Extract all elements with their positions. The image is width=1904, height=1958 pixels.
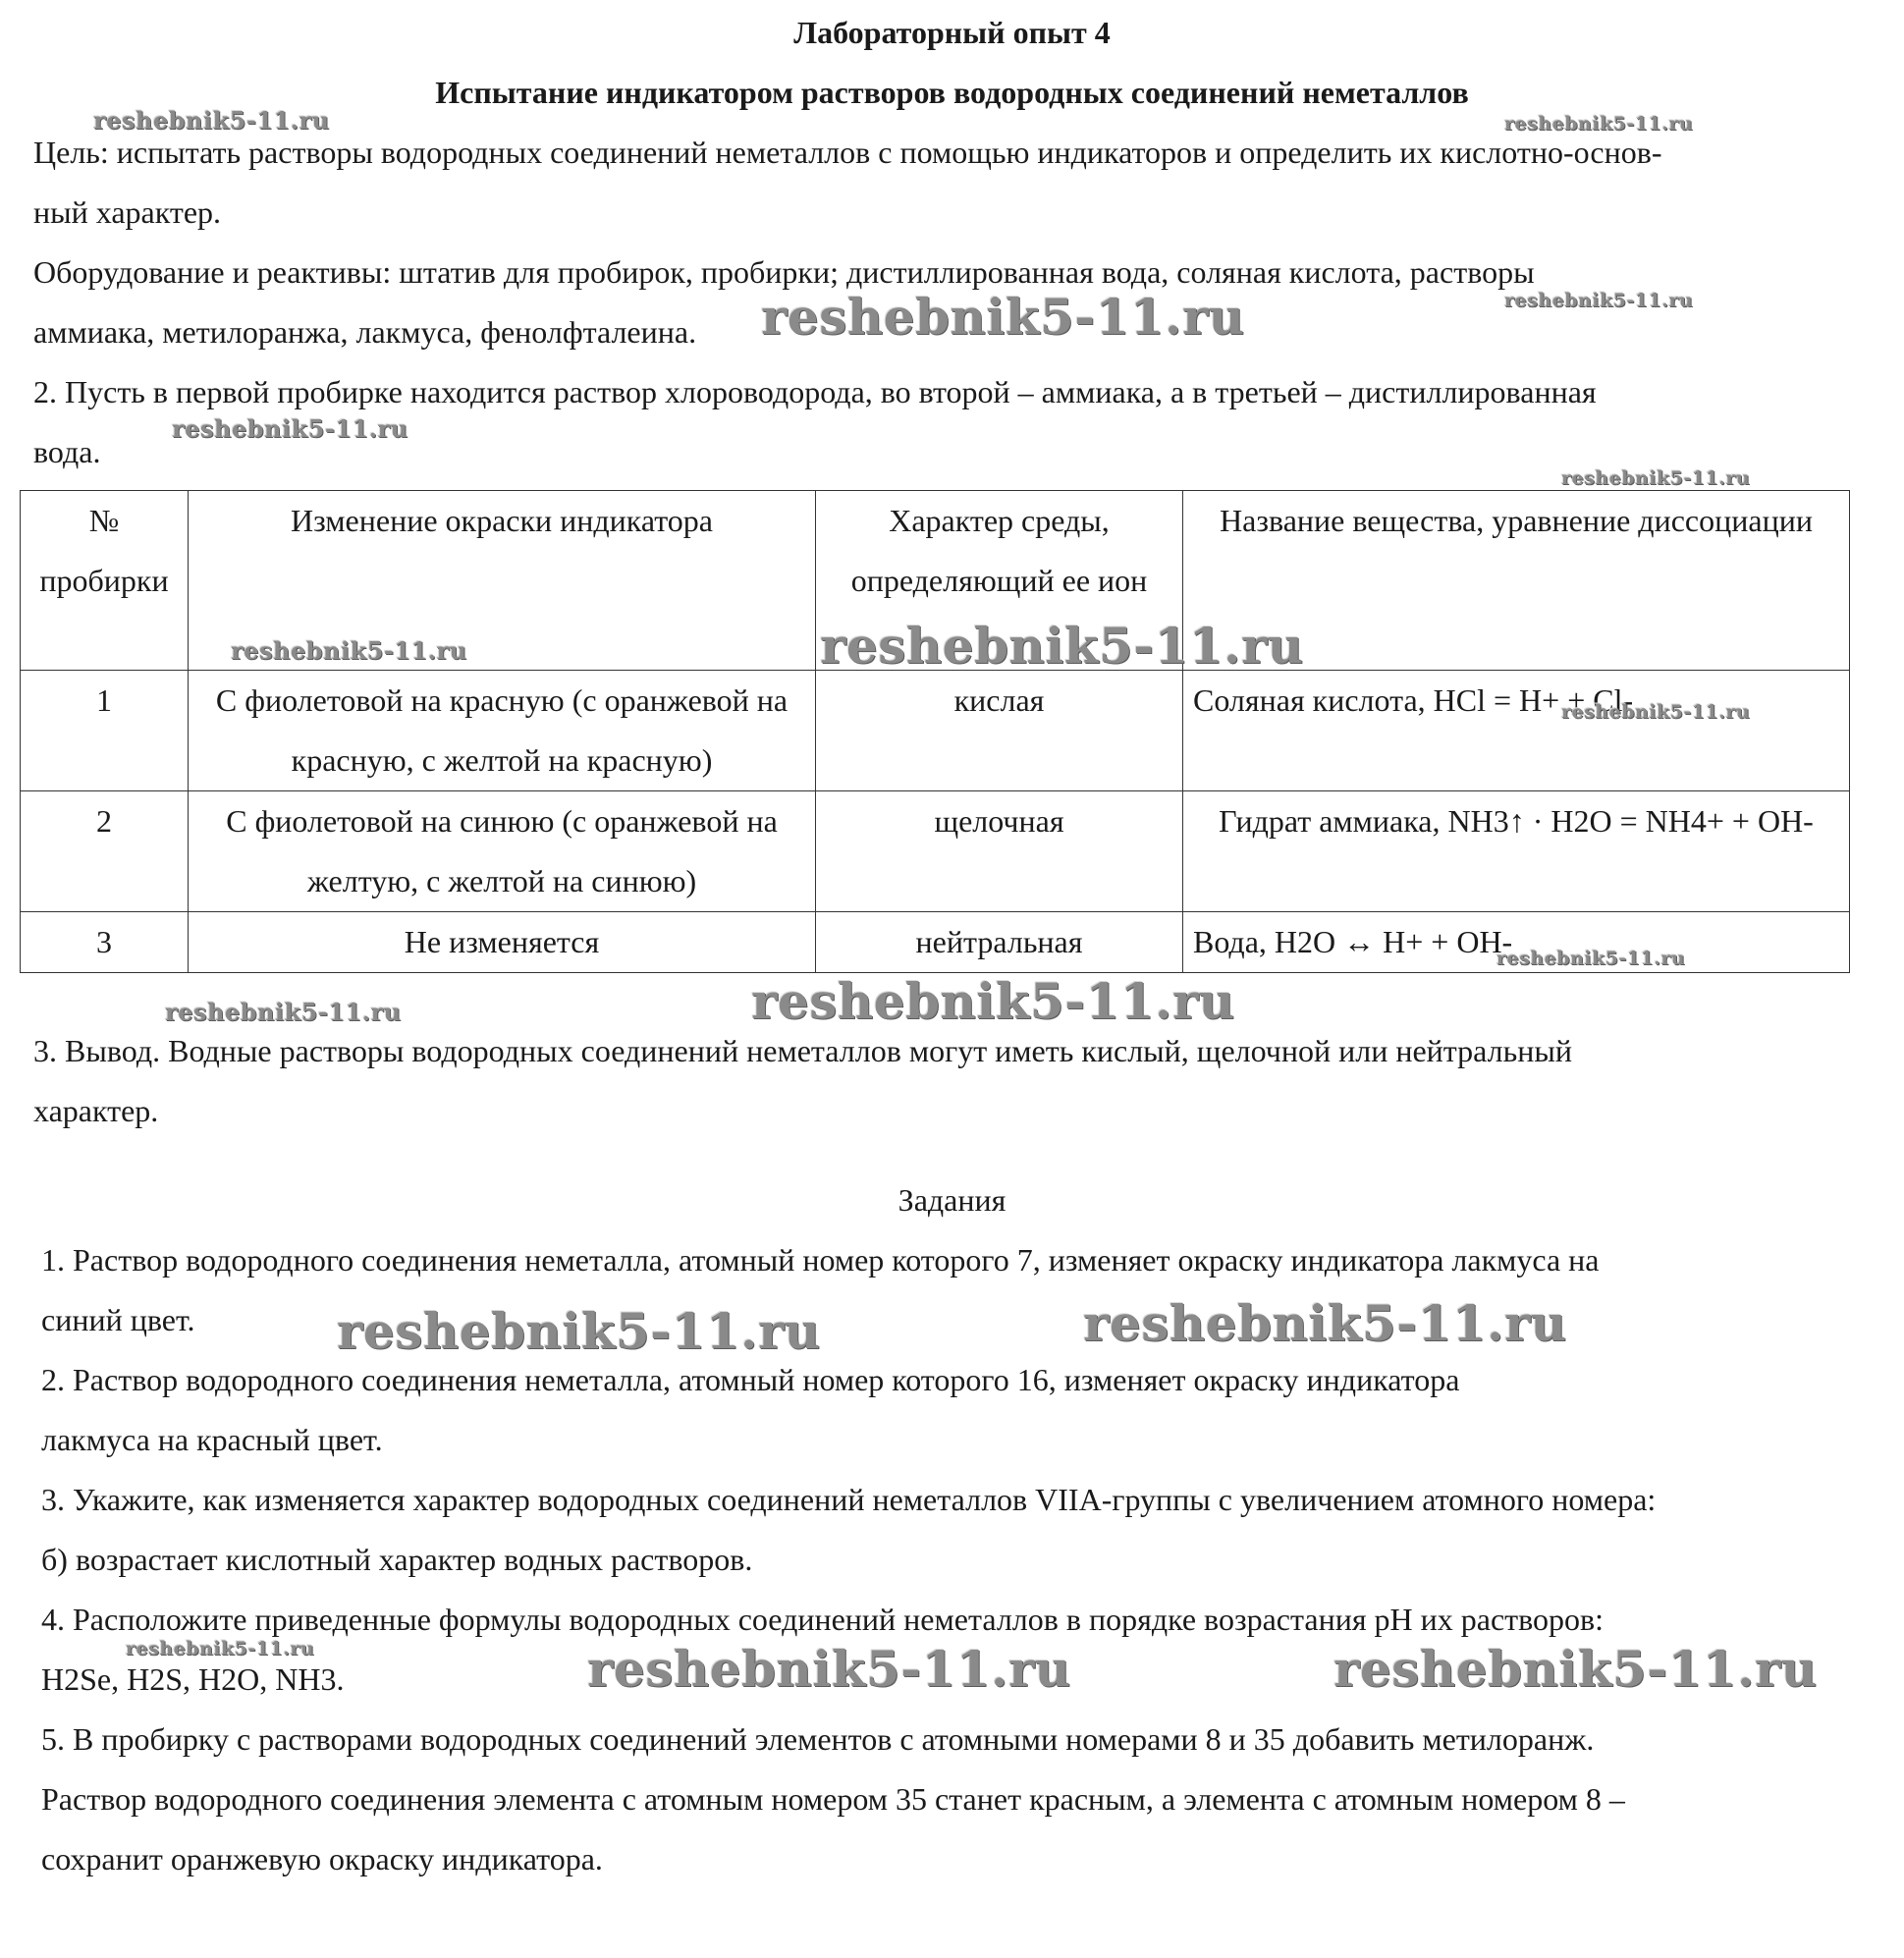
row3-number: 3 xyxy=(21,912,189,973)
tasks-heading: Задания xyxy=(898,1182,1006,1218)
results-table xyxy=(20,490,1850,973)
header-equation: Название вещества, уравнение диссоциации xyxy=(1183,491,1850,671)
task5-line-1: 5. В пробирку с растворами водородных соединений элементов с атомными номерами 8 и 35 добавить метилоранж. xyxy=(41,1721,1595,1757)
row1-change: С фиолетовой на красную (с оранжевой на красную, с желтой на красную) xyxy=(189,671,816,791)
task5-line-3: сохранит оранжевую окраску индикатора. xyxy=(41,1841,603,1876)
watermark: reshebnik5-11.ru xyxy=(126,1638,315,1659)
header-color-change: Изменение окраски индикатора xyxy=(189,491,816,671)
header-tube-number: № пробирки xyxy=(21,491,189,671)
watermark: reshebnik5-11.ru xyxy=(751,972,1235,1030)
equipment-line-2: аммиака, метилоранжа, лакмуса, фенолфталеина. xyxy=(33,314,697,350)
row2-change: С фиолетовой на синюю (с оранжевой на желтую, с желтой на синюю) xyxy=(189,791,816,912)
watermark: reshebnik5-11.ru xyxy=(337,1302,821,1360)
row2-medium: щелочная xyxy=(816,791,1183,912)
watermark: reshebnik5-11.ru xyxy=(1504,113,1694,135)
step2-line-2: вода. xyxy=(33,434,101,469)
table-header-row xyxy=(21,491,1850,671)
watermark: reshebnik5-11.ru xyxy=(820,617,1304,675)
watermark: reshebnik5-11.ru xyxy=(93,106,330,135)
goal-line-1: Цель: испытать растворы водородных соединений неметаллов с помощью индикаторов и определить их кислотно-основ- xyxy=(33,135,1662,170)
page-title: Лабораторный опыт 4 xyxy=(793,15,1111,50)
task1-line-2: синий цвет. xyxy=(41,1302,195,1337)
task4-line-1: 4. Расположите приведенные формулы водородных соединений неметаллов в порядке возрастания pH их растворов: xyxy=(41,1602,1605,1637)
watermark: reshebnik5-11.ru xyxy=(172,414,408,443)
conclusion-line-2: характер. xyxy=(33,1093,159,1128)
row3-medium: нейтральная xyxy=(816,912,1183,973)
row2-number: 2 xyxy=(21,791,189,912)
watermark: reshebnik5-11.ru xyxy=(587,1640,1071,1698)
row2-equation: Гидрат аммиака, NH3↑ · H2O = NH4+ + OH- xyxy=(1183,791,1850,912)
watermark: reshebnik5-11.ru xyxy=(231,636,467,665)
conclusion-line-1: 3. Вывод. Водные растворы водородных соединений неметаллов могут иметь кислый, щелочной или нейтральный xyxy=(33,1033,1572,1068)
equipment-line-1: Оборудование и реактивы: штатив для пробирок, пробирки; дистиллированная вода, соляная кислота, растворы xyxy=(33,254,1535,290)
row3-change: Не изменяется xyxy=(189,912,816,973)
table-row xyxy=(21,912,1850,973)
table-row xyxy=(21,791,1850,912)
header-medium: Характер среды, определяющий ее ион xyxy=(816,491,1183,671)
task1-line-1: 1. Раствор водородного соединения неметалла, атомный номер которого 7, изменяет окраску индикатора лакмуса на xyxy=(41,1242,1600,1278)
watermark: reshebnik5-11.ru xyxy=(1083,1294,1567,1352)
watermark: reshebnik5-11.ru xyxy=(1496,948,1686,969)
task4-line-2: H2Se, H2S, H2O, NH3. xyxy=(41,1661,345,1697)
watermark: reshebnik5-11.ru xyxy=(165,998,402,1026)
task5-line-2: Раствор водородного соединения элемента с атомным номером 35 станет красным, а элемента с атомным номером 8 – xyxy=(41,1781,1625,1817)
task3-line-2: б) возрастает кислотный характер водных растворов. xyxy=(41,1542,753,1577)
row1-number: 1 xyxy=(21,671,189,791)
task2-line-1: 2. Раствор водородного соединения неметалла, атомный номер которого 16, изменяет окраску индикатора xyxy=(41,1362,1460,1397)
row1-medium: кислая xyxy=(816,671,1183,791)
task3-line-1: 3. Укажите, как изменяется характер водородных соединений неметаллов VIIA-группы с увеличением атомного номера: xyxy=(41,1482,1657,1517)
step2-line-1: 2. Пусть в первой пробирке находится раствор хлороводорода, во второй – аммиака, а в третьей – дистиллированная xyxy=(33,374,1597,409)
row3-equation: Вода, H2O ↔ H+ + OH- xyxy=(1183,912,1850,973)
watermark: reshebnik5-11.ru xyxy=(761,288,1245,346)
watermark: reshebnik5-11.ru xyxy=(1504,290,1694,311)
task2-line-2: лакмуса на красный цвет. xyxy=(41,1422,383,1457)
page-subtitle: Испытание индикатором растворов водородных соединений неметаллов xyxy=(435,75,1469,110)
watermark: reshebnik5-11.ru xyxy=(1561,701,1751,723)
goal-line-2: ный характер. xyxy=(33,194,222,230)
watermark: reshebnik5-11.ru xyxy=(1333,1640,1818,1698)
watermark: reshebnik5-11.ru xyxy=(1561,467,1751,489)
table-row xyxy=(21,671,1850,791)
row1-equation: Соляная кислота, HCl = H+ + Cl- xyxy=(1183,671,1850,791)
